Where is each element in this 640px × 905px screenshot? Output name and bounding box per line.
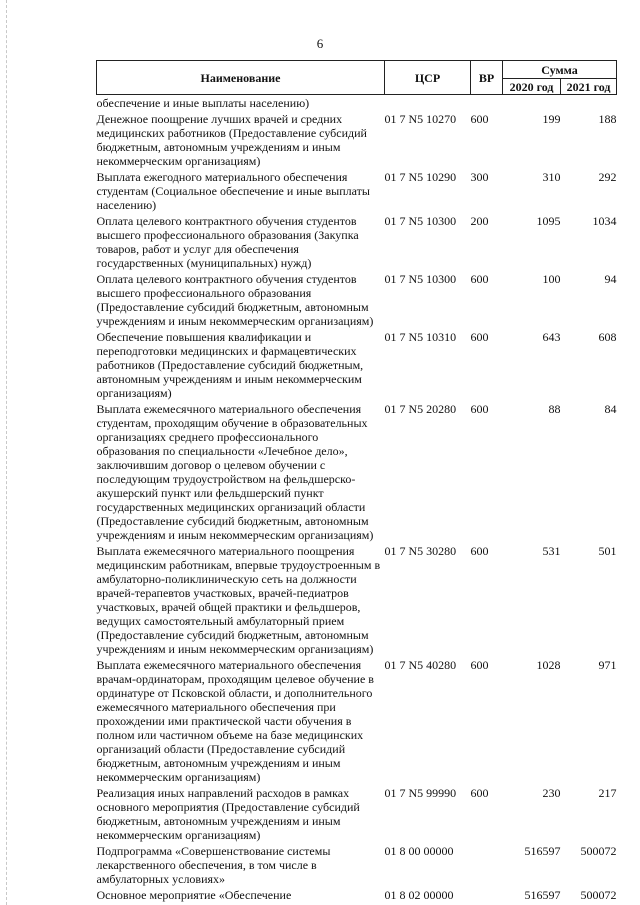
row-sum-2021: 94 [604,272,617,286]
table-row [97,213,617,271]
table-row [97,95,617,112]
row-name: обеспечение и иные выплаты населению) [96,96,310,110]
row-sum-2021: 501 [598,544,617,558]
row-name: Выплата ежегодного материального обеспечения студентам (Социальное обеспечение и иные выплаты населению) [96,170,370,212]
row-name: Обеспечение повышения квалификации и переподготовки медицинских и фармацевтических работников (Предоставление субсидий бюджетным, автономным учреждениям и иным некоммерческим организациям) [96,330,364,400]
row-sum-2020: 100 [542,272,561,286]
row-sum-2021: 1034 [592,214,617,228]
row-code: 01 7 N5 10310 [384,330,457,344]
row-sum-2020: 199 [542,112,561,126]
table-body [97,95,617,904]
row-vr: 600 [470,330,489,344]
row-name: Оплата целевого контрактного обучения студентов высшего профессионального образования (Предоставление субсидий бюджетным, автономным учреждениям и иным некоммерческим организациям) [96,272,374,328]
page-number: 6 [316,36,324,51]
row-vr: 600 [470,658,489,672]
table-row [97,843,617,887]
header-vr: ВР [471,61,503,95]
row-name: Денежное поощрение лучших врачей и средних медицинских работников (Предоставление субсидий бюджетным, автономным учреждениям и иным некоммерческим организациям) [96,112,367,168]
row-code: 01 7 N5 10300 [384,272,457,286]
row-code: 01 8 00 00000 [384,844,454,858]
row-sum-2021: 500072 [580,888,617,902]
row-sum-2020: 643 [542,330,561,344]
table-row [97,271,617,329]
header-year-2020: 2020 год [503,79,561,95]
row-code: 01 7 N5 40280 [384,658,457,672]
table-row [97,887,617,903]
row-name: Подпрограмма «Совершенствование системы лекарственного обеспечения, в том числе в амбулаторных условиях» [96,844,331,886]
row-code [385,95,471,112]
row-code: 01 7 N5 99990 [384,786,457,800]
row-vr: 300 [470,170,489,184]
row-sum-2021: 608 [598,330,617,344]
row-sum-2020: 516597 [524,888,561,902]
row-sum-2021: 84 [604,402,617,416]
row-vr: 600 [470,544,489,558]
row-sum-2021: 292 [598,170,617,184]
row-vr [471,887,503,903]
row-code: 01 7 N5 10290 [384,170,457,184]
row-sum-2021: 500072 [580,844,617,858]
row-sum-2020: 230 [542,786,561,800]
row-vr [471,843,503,887]
row-name: Реализация иных направлений расходов в рамках основного мероприятия (Предоставление субсидий бюджетным, автономным учреждениям и иным некоммерческим организациям) [96,786,360,842]
header-name: Наименование [97,61,385,95]
header-code: ЦСР [385,61,471,95]
header-sum: Сумма [503,61,617,79]
row-sum-2021: 217 [598,786,617,800]
row-code: 01 8 02 00000 [384,888,454,902]
row-code: 01 7 N5 10300 [384,214,457,228]
budget-table [96,60,617,903]
table-row [97,329,617,401]
row-sum-2020: 88 [548,402,561,416]
table-row [97,111,617,169]
row-sum-2021: 971 [598,658,617,672]
table-header [97,61,617,95]
row-name: Оплата целевого контрактного обучения студентов высшего профессионального образования (Закупка товаров, работ и услуг для обеспечения государственных (муниципальных) нужд) [96,214,359,270]
table-row [97,169,617,213]
row-vr: 600 [470,112,489,126]
row-vr: 600 [470,272,489,286]
table-row [97,657,617,785]
row-sum-2020: 1028 [536,658,561,672]
row-name: Основное мероприятие «Обеспечение [96,888,292,902]
row-sum-2021: 188 [598,112,617,126]
row-name: Выплата ежемесячного материального обеспечения врачам-ординаторам, проходящим целевое обучение в ординатуре от Псковской области, и дополнительного ежемесячного материального обеспечения при прохождении ими практической части обучения в полном или частичном объеме на базе медицинских организаций области (Предоставление субсидий бюджетным, автономным учреждениям и иным некоммерческим организациям) [96,658,374,784]
row-vr: 200 [470,214,489,228]
table-row [97,401,617,543]
row-sum-2020 [503,95,561,112]
row-name: Выплата ежемесячного материального обеспечения студентам, проходящим обучение в образовательных организациях среднего профессионального образования по специальности «Лечебное дело», заключившим договор о целевом обучении с последующим трудоустройством на фельдшерско-акушерский пункт или фельдшерский пункт государственных медицинских организаций области (Предоставление субсидий бюджетным, автономным учреждениям и иным некоммерческим организациям) [96,402,374,542]
row-vr: 600 [470,402,489,416]
table-row [97,785,617,843]
row-vr [471,95,503,112]
row-sum-2020: 531 [542,544,561,558]
row-code: 01 7 N5 20280 [384,402,457,416]
page-left-edge [6,0,7,905]
row-name: Выплата ежемесячного материального поощрения медицинским работникам, впервые трудоустроенным в амбулаторно-поликлиническую сеть на должности врачей-терапевтов участковых, врачей-педиатров участковых, врачей общей практики и фельдшеров, ведущих самостоятельный амбулаторный прием (Предоставление субсидий бюджетным, автономным учреждениям и иным некоммерческим организациям) [96,544,381,656]
row-sum-2020: 516597 [524,844,561,858]
row-sum-2020: 1095 [536,214,561,228]
table-row [97,543,617,657]
header-year-2021: 2021 год [561,79,617,95]
row-vr: 600 [470,786,489,800]
row-sum-2021 [561,95,617,112]
row-code: 01 7 N5 10270 [384,112,457,126]
row-code: 01 7 N5 30280 [384,544,457,558]
row-sum-2020: 310 [542,170,561,184]
